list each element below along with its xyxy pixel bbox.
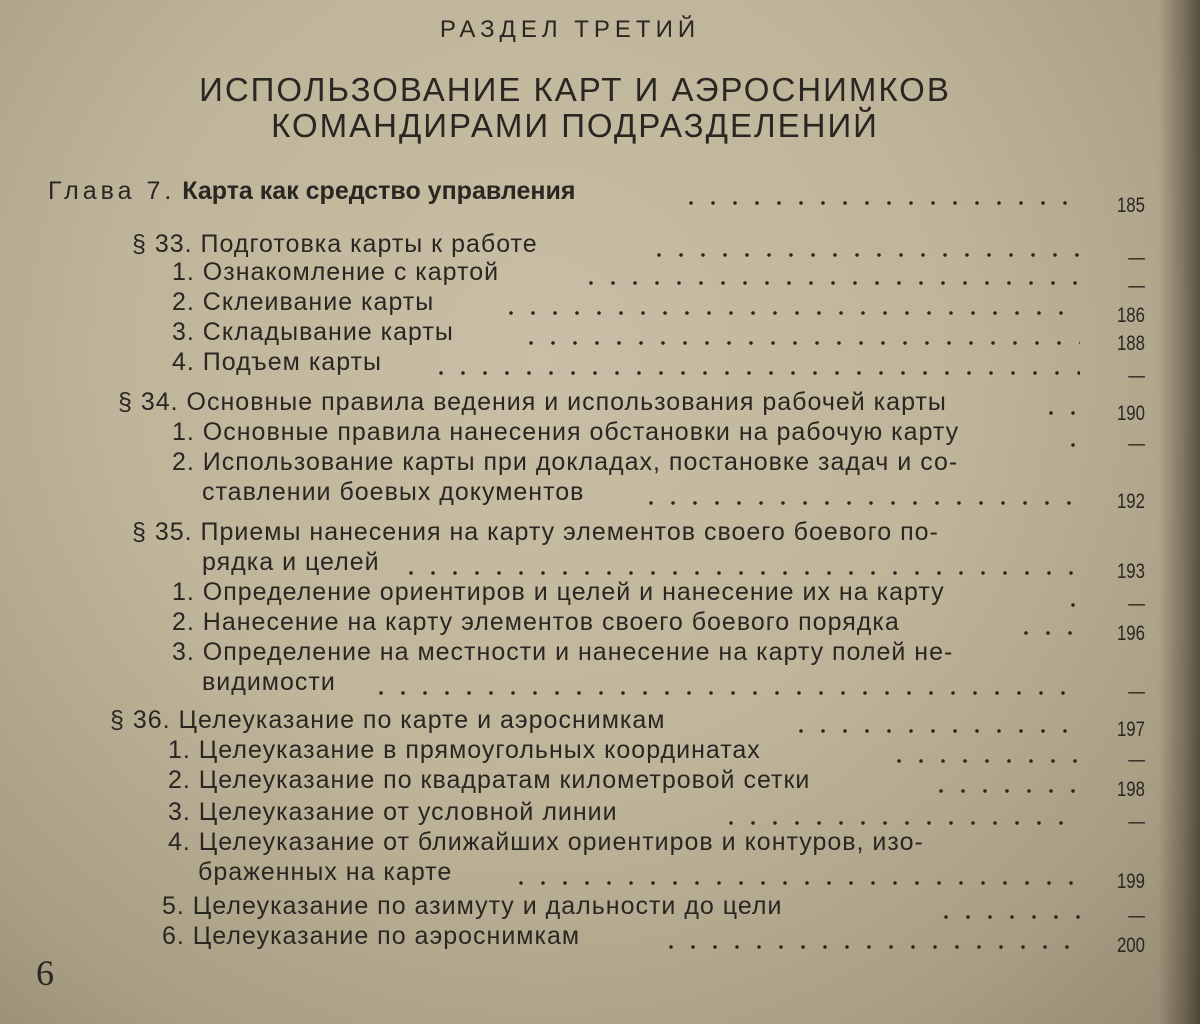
toc-page: 192 xyxy=(1116,490,1145,513)
toc-entry: 1. Ознакомление с картой xyxy=(172,258,500,286)
chapter-label: Глава 7. xyxy=(48,177,176,205)
toc-entry: 2. Склеивание карты xyxy=(172,288,435,316)
toc-page: 196 xyxy=(1116,622,1145,645)
leader-dots xyxy=(660,942,1080,952)
leader-dots xyxy=(640,498,1080,508)
leader-dots xyxy=(935,912,1080,922)
toc-entry: рядка и целей xyxy=(202,548,380,576)
title-line-2: КОМАНДИРАМИ ПОДРАЗДЕЛЕНИЙ xyxy=(271,107,879,144)
section-label: РАЗДЕЛ ТРЕТИЙ xyxy=(439,16,701,43)
leader-dots xyxy=(500,308,1080,318)
toc-entry: § 35. Приемы нанесения на карту элементов своего боевого по- xyxy=(132,518,939,546)
leader-dots xyxy=(888,756,1080,766)
toc-entry: § 33. Подготовка карты к работе xyxy=(132,230,538,258)
toc-page: 197 xyxy=(1116,718,1145,741)
toc-entry: ставлении боевых документов xyxy=(202,478,585,506)
leader-dots xyxy=(520,338,1080,348)
toc-entry: 2. Целеуказание по квадратам километровой сетки xyxy=(168,766,811,794)
toc-entry: 6. Целеуказание по аэроснимкам xyxy=(162,922,581,950)
page-gutter-shadow xyxy=(1158,0,1200,1024)
toc-page: — xyxy=(1128,592,1145,615)
toc-entry: 3. Целеуказание от условной линии xyxy=(168,798,618,826)
title-line-1: ИСПОЛЬЗОВАНИЕ КАРТ И АЭРОСНИМКОВ xyxy=(199,71,951,108)
toc-entry: 2. Нанесение на карту элементов своего боевого порядка xyxy=(172,608,900,636)
toc-page: 199 xyxy=(1116,870,1145,893)
toc-entry: 3. Определение на местности и нанесение на карту полей не- xyxy=(172,638,954,666)
toc-page: — xyxy=(1128,810,1145,833)
toc-page: — xyxy=(1128,748,1145,771)
leader-dots xyxy=(430,368,1080,378)
toc-page: 186 xyxy=(1116,304,1145,327)
toc-entry: браженных на карте xyxy=(198,858,453,886)
toc-page: 188 xyxy=(1116,332,1145,355)
leader-dots xyxy=(510,878,1080,888)
toc-page: — xyxy=(1128,432,1145,455)
leader-dots xyxy=(370,688,1080,698)
toc-page: 193 xyxy=(1116,560,1145,583)
toc-entry: видимости xyxy=(202,668,336,696)
toc-entry: 1. Определение ориентиров и целей и нанесение их на карту xyxy=(172,578,945,606)
toc-entry: 5. Целеуказание по азимуту и дальности до цели xyxy=(162,892,783,920)
toc-entry: 4. Подъем карты xyxy=(172,348,382,376)
leader-dots xyxy=(1062,440,1084,450)
toc-page: — xyxy=(1128,904,1145,927)
toc-entry: 1. Основные правила нанесения обстановки на рабочую карту xyxy=(172,418,960,446)
leader-dots xyxy=(680,198,1080,208)
leader-dots xyxy=(1040,408,1084,418)
leader-dots xyxy=(790,726,1080,736)
toc-page: — xyxy=(1128,364,1145,387)
chapter-page: 185 xyxy=(1116,194,1145,217)
chapter-title: Карта как средство управления xyxy=(182,177,576,205)
toc-page: — xyxy=(1128,680,1145,703)
toc-page: 190 xyxy=(1116,402,1145,425)
toc-page: — xyxy=(1128,246,1145,269)
toc-entry: 3. Складывание карты xyxy=(172,318,454,346)
toc-entry: § 36. Целеуказание по карте и аэроснимкам xyxy=(110,706,666,734)
toc-entry: 2. Использование карты при докладах, постановке задач и со- xyxy=(172,448,959,476)
leader-dots xyxy=(580,278,1080,288)
toc-entry: § 34. Основные правила ведения и использования рабочей карты xyxy=(118,388,947,416)
toc-page: 198 xyxy=(1116,778,1145,801)
toc-page: — xyxy=(1128,274,1145,297)
leader-dots xyxy=(930,786,1080,796)
leader-dots xyxy=(1062,600,1084,610)
toc-entry: 1. Целеуказание в прямоугольных координатах xyxy=(168,736,761,764)
chapter-heading xyxy=(48,176,575,206)
leader-dots xyxy=(1015,628,1081,638)
toc-page: 200 xyxy=(1116,934,1145,957)
page-number: 6 xyxy=(36,953,54,993)
toc-entry: 4. Целеуказание от ближайших ориентиров и контуров, изо- xyxy=(168,828,924,856)
leader-dots xyxy=(648,250,1083,260)
